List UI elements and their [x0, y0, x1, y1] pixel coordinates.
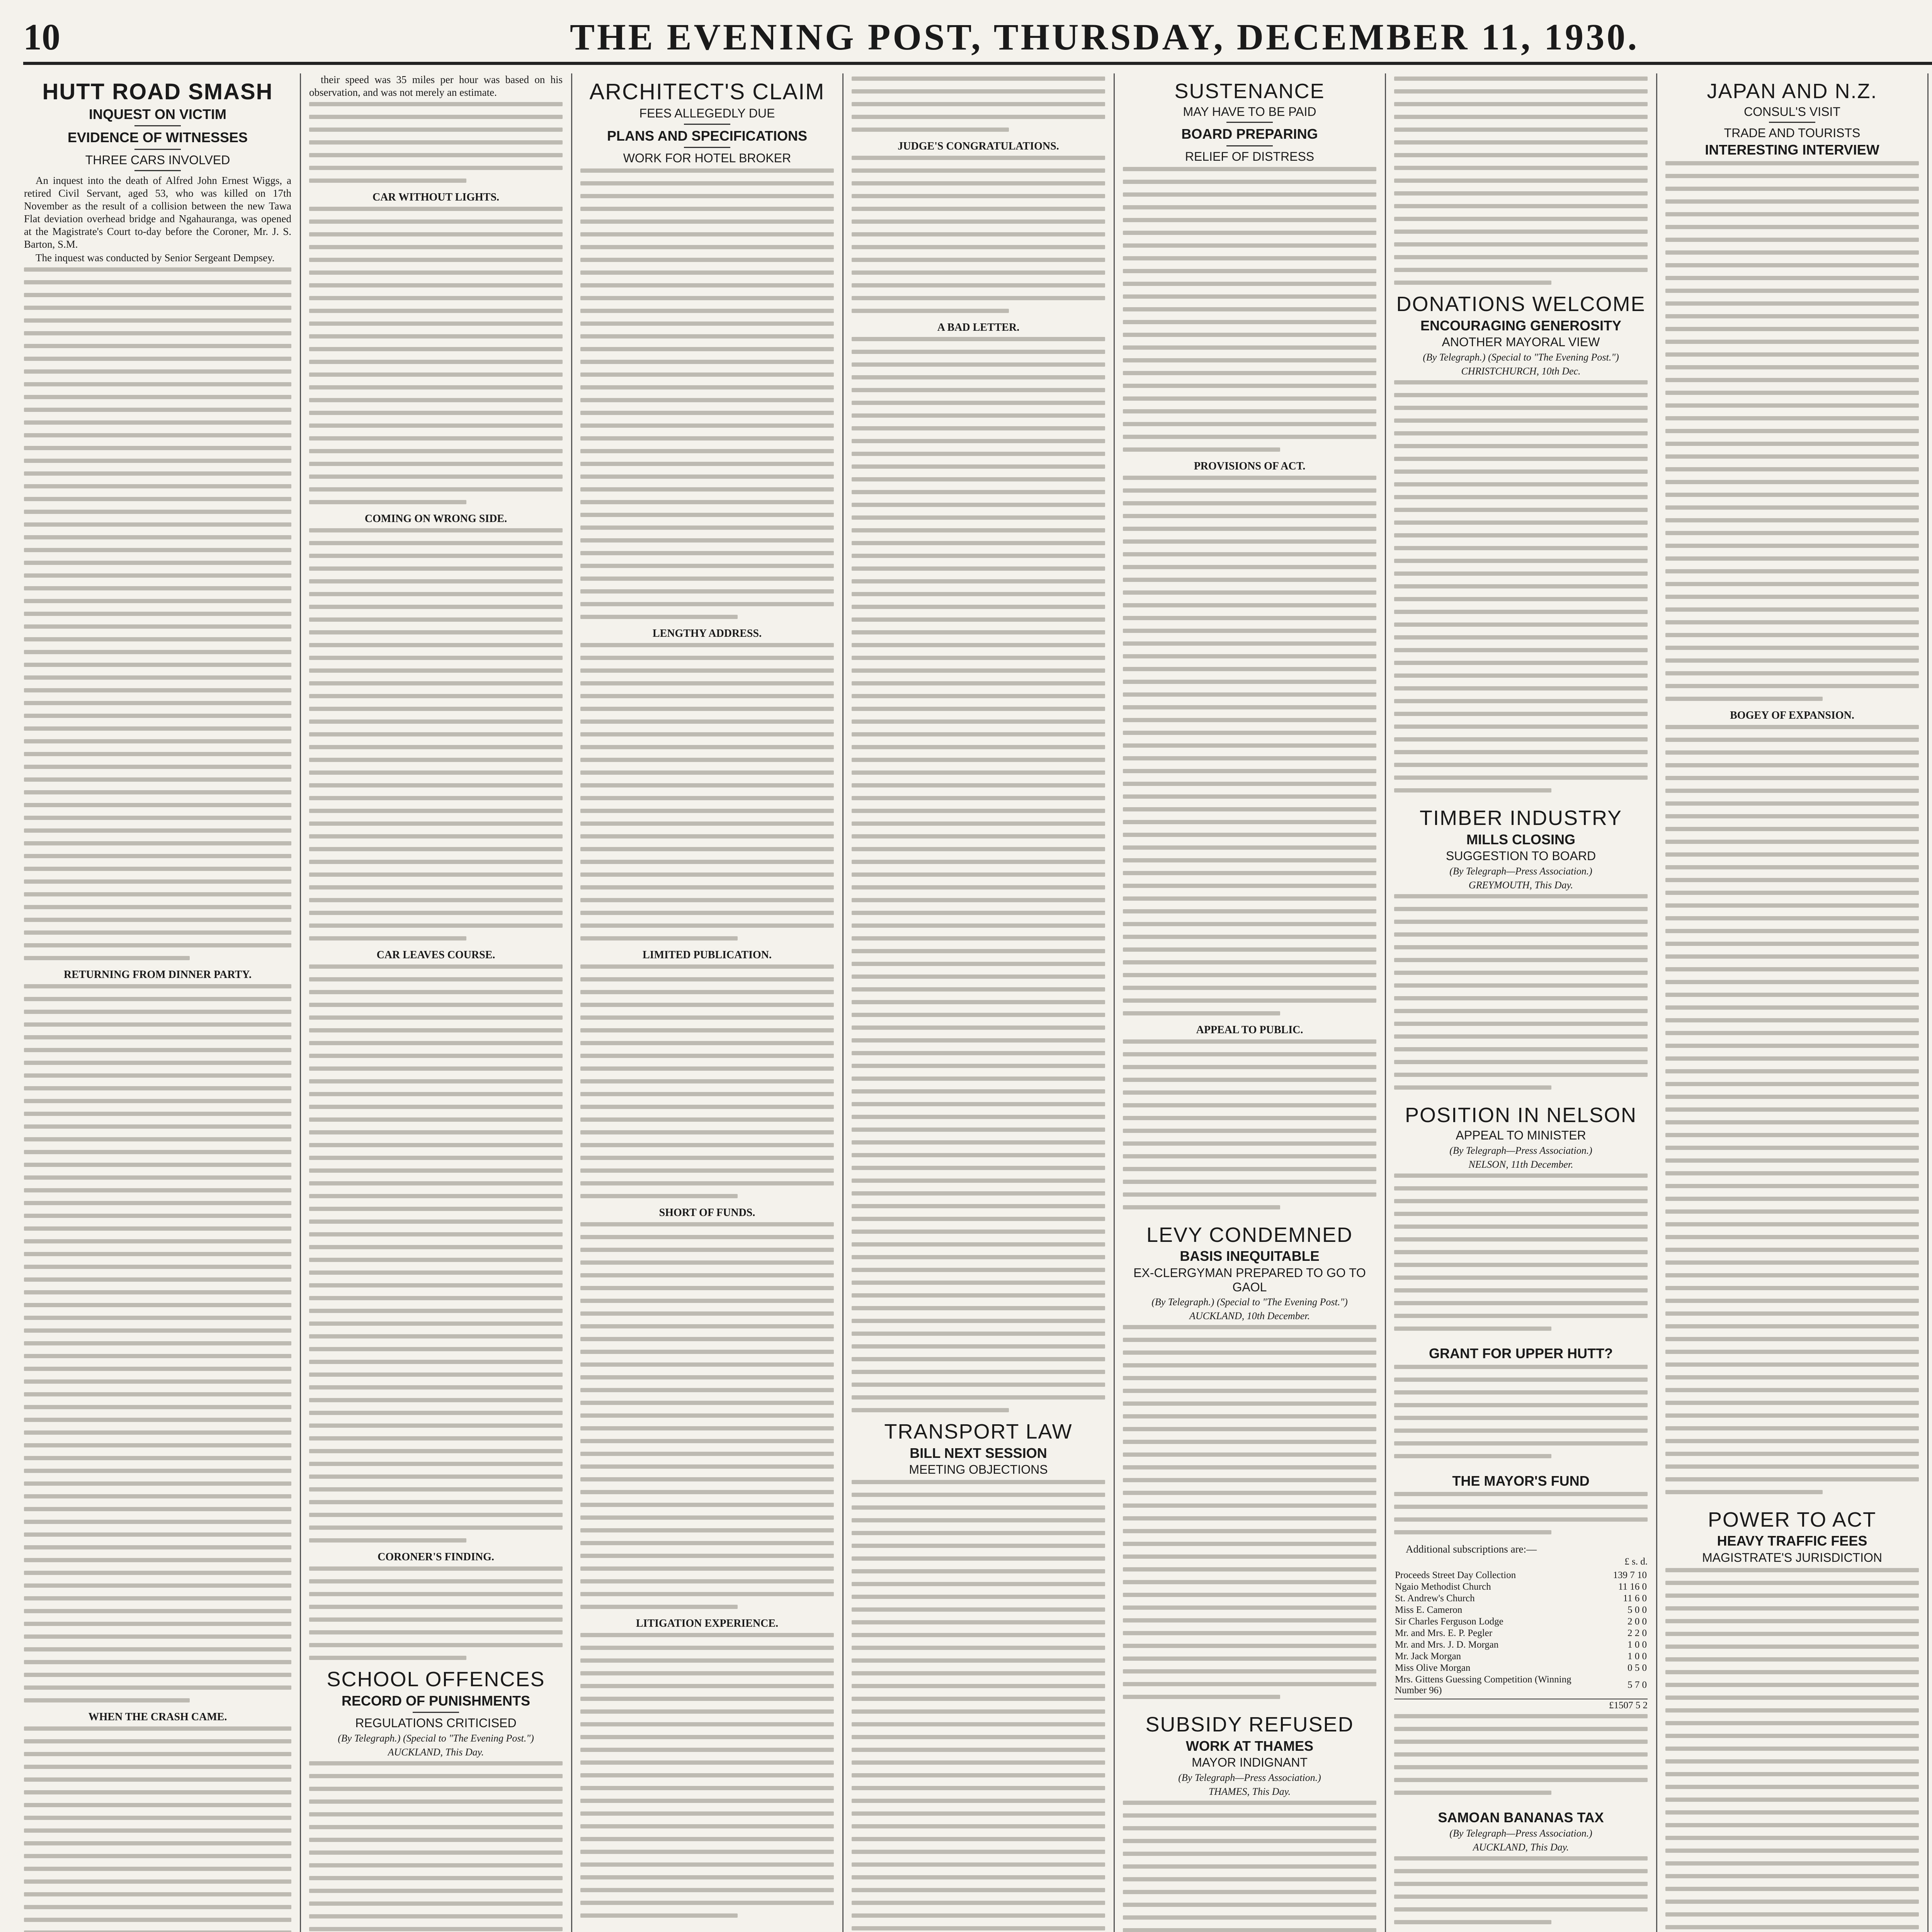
article-text: [309, 207, 563, 504]
byline: (By Telegraph.) (Special to "The Evening Post."): [1151, 1296, 1348, 1308]
column-5: [1114, 73, 1385, 1932]
headline: ARCHITECT'S CLAIM: [589, 79, 825, 104]
story-subsidy-refused: [1123, 1714, 1376, 1932]
article-text: [1394, 1714, 1648, 1795]
headline: LEVY CONDEMNED: [1146, 1223, 1353, 1247]
article-text: [580, 168, 834, 619]
dateline: AUCKLAND, 10th December.: [1189, 1310, 1310, 1322]
subscriber-name: Mr. Jack Morgan: [1395, 1651, 1461, 1662]
subscription-amount: 139 7 10: [1613, 1570, 1647, 1581]
subscriber-name: Miss Olive Morgan: [1395, 1663, 1471, 1673]
story-mayors-fund: [1394, 1473, 1648, 1795]
subscription-row: [1394, 1604, 1648, 1616]
article-text: [1394, 77, 1648, 285]
story-samoan-bananas-tax: [1394, 1810, 1648, 1924]
article-text: [1665, 1568, 1919, 1932]
subscriptions-table: [1394, 1570, 1648, 1696]
subscription-amount: 11 6 0: [1623, 1593, 1647, 1604]
article-text: [309, 964, 563, 1543]
deck: SUGGESTION TO BOARD: [1446, 849, 1596, 863]
subscription-row: [1394, 1570, 1648, 1581]
column-8-late-news: [1928, 73, 1932, 1932]
article-text: [24, 267, 291, 960]
article-text: [309, 528, 563, 940]
dateline: GREYMOUTH, This Day.: [1468, 879, 1573, 891]
subscriber-name: Ngaio Methodist Church: [1395, 1582, 1491, 1592]
subheading: A BAD LETTER.: [937, 321, 1020, 333]
story-power-to-act: [1665, 1509, 1919, 1932]
subscription-row: [1394, 1616, 1648, 1628]
deck: TRADE AND TOURISTS: [1724, 126, 1861, 140]
subscriptions-intro: Additional subscriptions are:—: [1406, 1543, 1537, 1555]
byline: (By Telegraph—Press Association.): [1449, 1828, 1592, 1839]
subscriber-name: Sir Charles Ferguson Lodge: [1395, 1616, 1503, 1627]
deck: INQUEST ON VICTIM: [88, 106, 226, 122]
subscription-amount: 0 5 0: [1628, 1663, 1647, 1673]
article-text: [580, 643, 834, 940]
dateline: AUCKLAND, This Day.: [1473, 1842, 1569, 1853]
article-text: [1394, 1173, 1648, 1331]
deck: RECORD OF PUNISHMENTS: [341, 1692, 531, 1709]
subscription-amount: 5 7 0: [1628, 1680, 1647, 1690]
article-text: [1394, 380, 1648, 793]
currency-header: £ s. d.: [1624, 1556, 1648, 1567]
subscription-row: [1394, 1651, 1648, 1662]
article-text: [1394, 1492, 1648, 1534]
subscription-amount: 1 0 0: [1628, 1651, 1647, 1662]
masthead: [23, 12, 1932, 65]
divider: [1769, 122, 1815, 123]
headline: SAMOAN BANANAS TAX: [1438, 1810, 1604, 1826]
article-text: [309, 1761, 563, 1932]
story-hutt-road-smash: [24, 80, 291, 1932]
deck: FEES ALLEGEDLY DUE: [639, 106, 775, 120]
headline: POWER TO ACT: [1708, 1508, 1877, 1531]
subscription-row: [1394, 1639, 1648, 1651]
subscriber-name: St. Andrew's Church: [1395, 1593, 1475, 1604]
headline: DONATIONS WELCOME: [1396, 293, 1646, 316]
subheading: LENGTHY ADDRESS.: [652, 627, 762, 639]
byline: (By Telegraph—Press Association.): [1449, 865, 1592, 877]
headline: POSITION IN NELSON: [1405, 1103, 1637, 1127]
column-2: [301, 73, 571, 1932]
headline: THE MAYOR'S FUND: [1452, 1473, 1590, 1489]
deck: MAYOR INDIGNANT: [1192, 1755, 1308, 1770]
deck: BILL NEXT SESSION: [910, 1445, 1047, 1461]
story-levy-condemned: [1123, 1224, 1376, 1699]
divider: [134, 170, 181, 171]
page-number: 10: [23, 16, 60, 58]
story-donations-welcome: [1394, 293, 1648, 793]
story-japan-and-nz: [1665, 80, 1919, 1494]
subheading: CAR WITHOUT LIGHTS.: [372, 191, 500, 203]
deck: CONSUL'S VISIT: [1744, 104, 1840, 119]
subscription-amount: 5 0 0: [1628, 1605, 1647, 1616]
dateline: AUCKLAND, This Day.: [388, 1746, 484, 1758]
deck: EX-CLERGYMAN PREPARED TO GO TO GAOL: [1133, 1265, 1366, 1294]
deck: MAGISTRATE'S JURISDICTION: [1702, 1550, 1882, 1565]
subheading: SHORT OF FUNDS.: [659, 1206, 755, 1219]
article-text: [1665, 725, 1919, 1494]
story-architects-claim: [580, 80, 834, 1918]
story-transport-law: [852, 1421, 1105, 1932]
article-text: [1394, 1856, 1648, 1924]
byline: (By Telegraph.) (Special to "The Evening Post."): [1423, 351, 1619, 363]
headline: SCHOOL OFFENCES: [327, 1668, 545, 1691]
subheading: LITIGATION EXPERIENCE.: [636, 1617, 779, 1629]
article-paragraph: An inquest into the death of Alfred John Ernest Wiggs, a retired Civil Servant, aged 53, who was killed on 17th November as the result of a collision between the new Tawa Flat deviation overhead bridge and Ngahauranga, was opened at the Magistrate's Court to-day before the Coroner, Mr. J. S. Barton, S.M.: [24, 175, 291, 250]
column-6: [1386, 73, 1656, 1932]
headline: SUSTENANCE: [1174, 80, 1325, 103]
subscriber-name: Miss E. Cameron: [1395, 1605, 1463, 1616]
deck: MAY HAVE TO BE PAID: [1183, 104, 1316, 119]
story-grant-for-upper-hutt: [1394, 1345, 1648, 1458]
subheading: RETURNING FROM DINNER PARTY.: [64, 969, 252, 981]
subheading: COMING ON WRONG SIDE.: [364, 513, 507, 525]
deck: REGULATIONS CRITICISED: [355, 1716, 517, 1730]
article-text: [580, 1633, 834, 1918]
byline: (By Telegraph.) (Special to "The Evening Post."): [338, 1732, 534, 1744]
article-text: [580, 1222, 834, 1609]
story-sustenance: [1123, 80, 1376, 1209]
subscription-row: [1394, 1593, 1648, 1604]
subheading: WHEN THE CRASH CAME.: [88, 1711, 227, 1723]
subheading: LIMITED PUBLICATION.: [643, 949, 772, 961]
subscriber-name: Mr. and Mrs. E. P. Pegler: [1395, 1628, 1493, 1639]
article-text: [24, 1726, 291, 1932]
article-text: [1394, 1365, 1648, 1458]
article-text: [1665, 161, 1919, 701]
deck: APPEAL TO MINISTER: [1456, 1128, 1586, 1143]
deck: RELIEF OF DISTRESS: [1185, 149, 1315, 163]
column-3: [572, 73, 842, 1932]
article-text: [1123, 1801, 1376, 1932]
byline: (By Telegraph—Press Association.): [1449, 1145, 1592, 1156]
divider: [1226, 145, 1273, 146]
deck: HEAVY TRAFFIC FEES: [1717, 1533, 1867, 1549]
deck: THREE CARS INVOLVED: [85, 153, 230, 167]
divider: [1226, 122, 1273, 123]
dateline: NELSON, 11th December.: [1468, 1159, 1573, 1170]
article-text: [1123, 476, 1376, 1015]
subscriptions-total: £1507 5 2: [1394, 1699, 1648, 1711]
deck: WORK AT THAMES: [1186, 1738, 1313, 1754]
subheading: BOGEY OF EXPANSION.: [1730, 709, 1854, 721]
subscription-amount: 2 0 0: [1628, 1616, 1647, 1627]
headline: SUBSIDY REFUSED: [1145, 1713, 1354, 1736]
subscriber-name: Mrs. Gittens Guessing Competition (Winning Number 96): [1395, 1674, 1571, 1696]
divider: [684, 124, 730, 125]
article-text: [852, 337, 1105, 1412]
article-text: [309, 1566, 563, 1660]
subscription-row: [1394, 1662, 1648, 1674]
divider: [134, 125, 181, 126]
deck: ENCOURAGING GENEROSITY: [1420, 317, 1622, 333]
subscription-amount: 2 2 0: [1628, 1628, 1647, 1639]
article-text: [580, 964, 834, 1198]
story-school-offences: [309, 1668, 563, 1932]
column-7: [1657, 73, 1927, 1932]
subheading: CORONER'S FINDING.: [378, 1551, 494, 1563]
article-text: [1123, 1325, 1376, 1699]
byline: (By Telegraph—Press Association.): [1178, 1772, 1321, 1784]
deck: BASIS INEQUITABLE: [1180, 1248, 1320, 1264]
subheading: PROVISIONS OF ACT.: [1194, 460, 1306, 472]
dateline: CHRISTCHURCH, 10th Dec.: [1461, 365, 1581, 377]
article-text: [852, 77, 1105, 132]
column-1: [15, 73, 300, 1932]
subheading: CAR LEAVES COURSE.: [376, 949, 495, 961]
headline: TIMBER INDUSTRY: [1419, 806, 1622, 830]
divider: [413, 1712, 459, 1713]
dateline: THAMES, This Day.: [1208, 1786, 1291, 1798]
deck: MEETING OBJECTIONS: [909, 1463, 1048, 1477]
article-paragraph: their speed was 35 miles per hour was based on his observation, and was not merely an estimate.: [309, 74, 563, 98]
deck: WORK FOR HOTEL BROKER: [623, 151, 791, 165]
column-4: [843, 73, 1114, 1932]
deck: ANOTHER MAYORAL VIEW: [1442, 335, 1600, 349]
headline: GRANT FOR UPPER HUTT?: [1429, 1345, 1613, 1362]
subheading: JUDGE'S CONGRATULATIONS.: [898, 140, 1059, 152]
deck: BOARD PREPARING: [1181, 126, 1318, 142]
subscription-row: [1394, 1581, 1648, 1593]
story-position-in-nelson: [1394, 1104, 1648, 1331]
deck: EVIDENCE OF WITNESSES: [67, 129, 248, 146]
article-text: [1123, 1039, 1376, 1209]
newspaper-title: THE EVENING POST, THURSDAY, DECEMBER 11, 1930.: [570, 16, 1639, 58]
divider: [134, 149, 181, 150]
headline: TRANSPORT LAW: [884, 1420, 1073, 1443]
article-paragraph: The inquest was conducted by Senior Sergeant Dempsey.: [36, 252, 275, 264]
article-text: [24, 984, 291, 1702]
deck: MILLS CLOSING: [1466, 831, 1575, 847]
headline: HUTT ROAD SMASH: [42, 79, 273, 104]
deck: PLANS AND SPECIFICATIONS: [607, 128, 808, 144]
subscription-amount: 11 16 0: [1618, 1582, 1647, 1592]
subscriber-name: Proceeds Street Day Collection: [1395, 1570, 1516, 1581]
subheading: APPEAL TO PUBLIC.: [1196, 1024, 1303, 1036]
article-text: [852, 1480, 1105, 1932]
deck: INTERESTING INTERVIEW: [1705, 142, 1879, 158]
subscription-amount: 1 0 0: [1628, 1639, 1647, 1650]
subscription-row: [1394, 1674, 1648, 1696]
article-text: [1123, 167, 1376, 452]
divider: [684, 147, 730, 148]
subscription-row: [1394, 1628, 1648, 1639]
article-text: [309, 102, 563, 183]
subscriber-name: Mr. and Mrs. J. D. Morgan: [1395, 1639, 1499, 1650]
article-text: [852, 156, 1105, 313]
article-text: [1394, 894, 1648, 1090]
headline: JAPAN AND N.Z.: [1707, 80, 1878, 103]
story-timber-industry: [1394, 807, 1648, 1090]
